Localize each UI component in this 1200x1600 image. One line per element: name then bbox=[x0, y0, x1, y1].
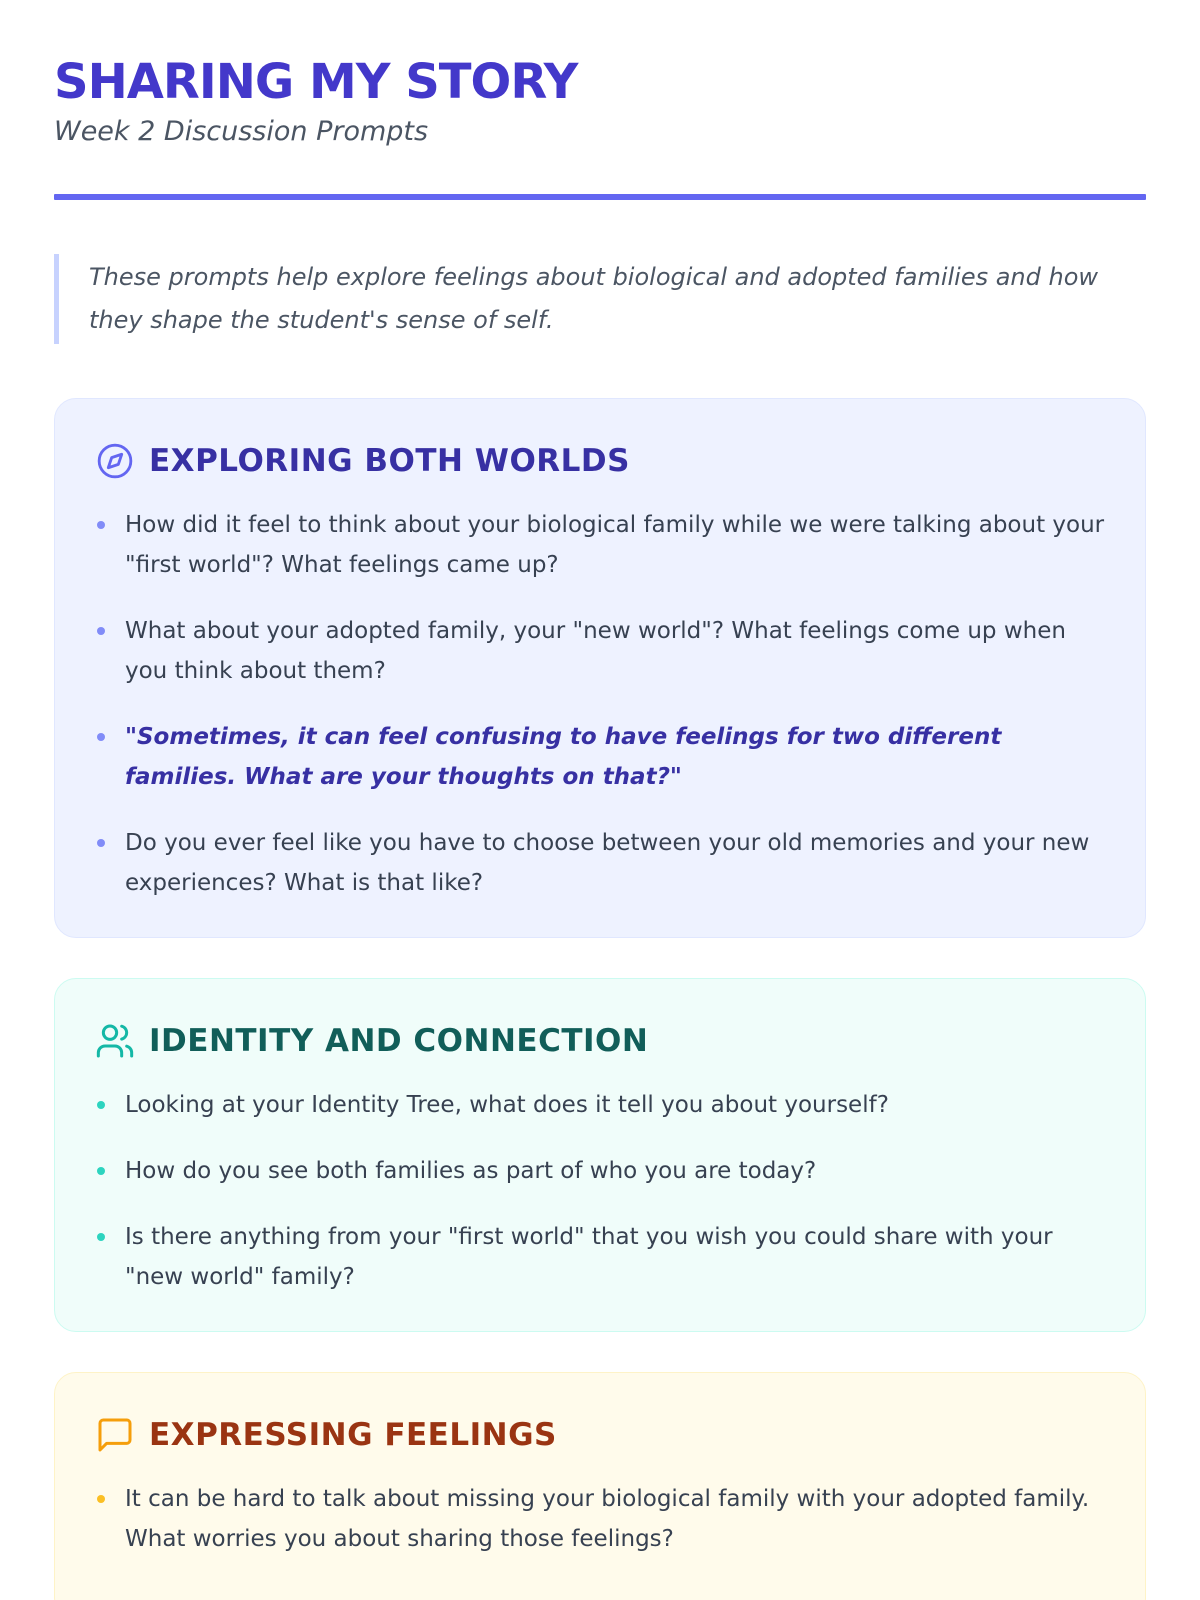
prompt-text: Looking at your Identity Tree, what does it tell you about yourself? bbox=[125, 1092, 889, 1118]
users-icon bbox=[95, 1021, 135, 1061]
page-title: SHARING MY STORY bbox=[54, 54, 578, 110]
section-identity-and-connection bbox=[54, 978, 1146, 1332]
bullet-dot bbox=[97, 733, 105, 741]
bullet-dot bbox=[97, 1167, 105, 1175]
section-header bbox=[95, 1413, 1105, 1457]
prompt-list bbox=[95, 1479, 1105, 1559]
prompt-item bbox=[95, 1085, 1105, 1125]
header bbox=[54, 0, 1146, 200]
prompt-item bbox=[95, 505, 1105, 585]
section-exploring-both-worlds bbox=[54, 398, 1146, 938]
bullet-dot bbox=[97, 627, 105, 635]
prompt-item bbox=[95, 1217, 1105, 1297]
prompt-text: "Sometimes, it can feel confusing to have feelings for two different families. What are your thoughts on that?" bbox=[125, 724, 1002, 790]
prompt-text: Do you ever feel like you have to choose between your old memories and your new experiences? What is that like? bbox=[125, 830, 1090, 896]
section-title: IDENTITY AND CONNECTION bbox=[149, 1023, 649, 1059]
prompt-item bbox=[95, 823, 1105, 903]
compass-icon bbox=[95, 441, 135, 481]
prompt-item bbox=[95, 1479, 1105, 1559]
section-expressing-feelings bbox=[54, 1372, 1146, 1600]
bullet-dot bbox=[97, 1233, 105, 1241]
bullet-dot bbox=[97, 1495, 105, 1503]
page-subtitle: Week 2 Discussion Prompts bbox=[54, 116, 429, 147]
intro-note: These prompts help explore feelings about biological and adopted families and how they shape the student's sense of self. bbox=[54, 254, 1146, 344]
prompt-list bbox=[95, 505, 1105, 903]
prompt-item bbox=[95, 611, 1105, 691]
prompt-text: Is there anything from your "first world" that you wish you could share with your "new world" family? bbox=[125, 1224, 1053, 1290]
bullet-dot bbox=[97, 839, 105, 847]
section-title: EXPRESSING FEELINGS bbox=[149, 1417, 557, 1453]
prompt-text: How do you see both families as part of who you are today? bbox=[125, 1158, 817, 1184]
prompt-list bbox=[95, 1085, 1105, 1297]
prompt-text: What about your adopted family, your "new world"? What feelings come up when you think about them? bbox=[125, 618, 1066, 684]
section-header bbox=[95, 1019, 1105, 1063]
header-divider bbox=[54, 194, 1146, 200]
prompt-item bbox=[95, 1151, 1105, 1191]
section-title: EXPLORING BOTH WORLDS bbox=[149, 443, 630, 479]
message-square-icon bbox=[95, 1415, 135, 1455]
prompt-text: How did it feel to think about your biological family while we were talking about your "first world"? What feelings came up? bbox=[125, 512, 1105, 578]
bullet-dot bbox=[97, 521, 105, 529]
bullet-dot bbox=[97, 1101, 105, 1109]
prompt-item-highlight bbox=[95, 717, 1105, 797]
section-header bbox=[95, 439, 1105, 483]
prompt-text: It can be hard to talk about missing your biological family with your adopted family. What worries you about sharing those feelings? bbox=[125, 1486, 1090, 1552]
